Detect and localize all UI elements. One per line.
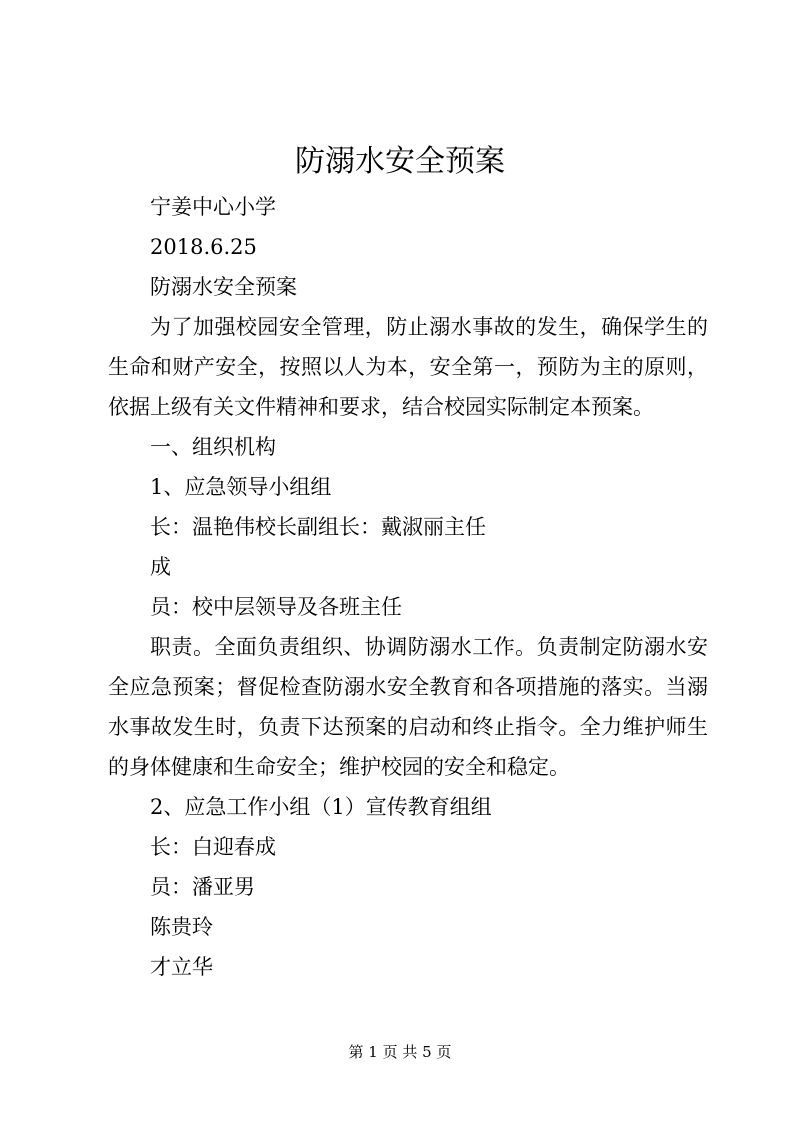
intro-paragraph: 为了加强校园安全管理，防止溺水事故的发生，确保学生的生命和财产安全，按照以人为本，安全第一，预防为主的原则，依据上级有关文件精神和要求，结合校园实际制定本预案。 [108, 315, 708, 419]
document-date: 2018.6.25 [150, 235, 257, 259]
page-number-footer: 第 1 页 共 5 页 [348, 1043, 452, 1061]
paragraph: 员：潘亚男 [150, 875, 255, 899]
paragraph: 长：温艳伟校长副组长：戴淑丽主任 [150, 515, 486, 539]
duties-paragraph: 职责。全面负责组织、协调防溺水工作。负责制定防溺水安全应急预案；督促检查防溺水安全教育和各项措施的落实。当溺水事故发生时，负责下达预案的启动和终止指令。全力维护师生的身体健康和生命安全；维护校园的安全和稳定。 [108, 635, 708, 779]
subtitle: 防溺水安全预案 [150, 275, 297, 299]
paragraph: 成 [150, 555, 171, 579]
document-body [108, 187, 708, 987]
document-title: 防溺水安全预案 [295, 144, 505, 179]
school-name: 宁姜中心小学 [150, 195, 276, 219]
paragraph: 长：白迎春成 [150, 835, 276, 859]
paragraph: 1、应急领导小组组 [150, 475, 332, 499]
paragraph: 陈贵玲 [150, 915, 213, 939]
paragraph: 员：校中层领导及各班主任 [150, 595, 402, 619]
section-heading: 一、组织机构 [150, 435, 276, 459]
paragraph: 才立华 [150, 955, 213, 979]
paragraph: 2、应急工作小组（1）宣传教育组组 [150, 795, 492, 819]
